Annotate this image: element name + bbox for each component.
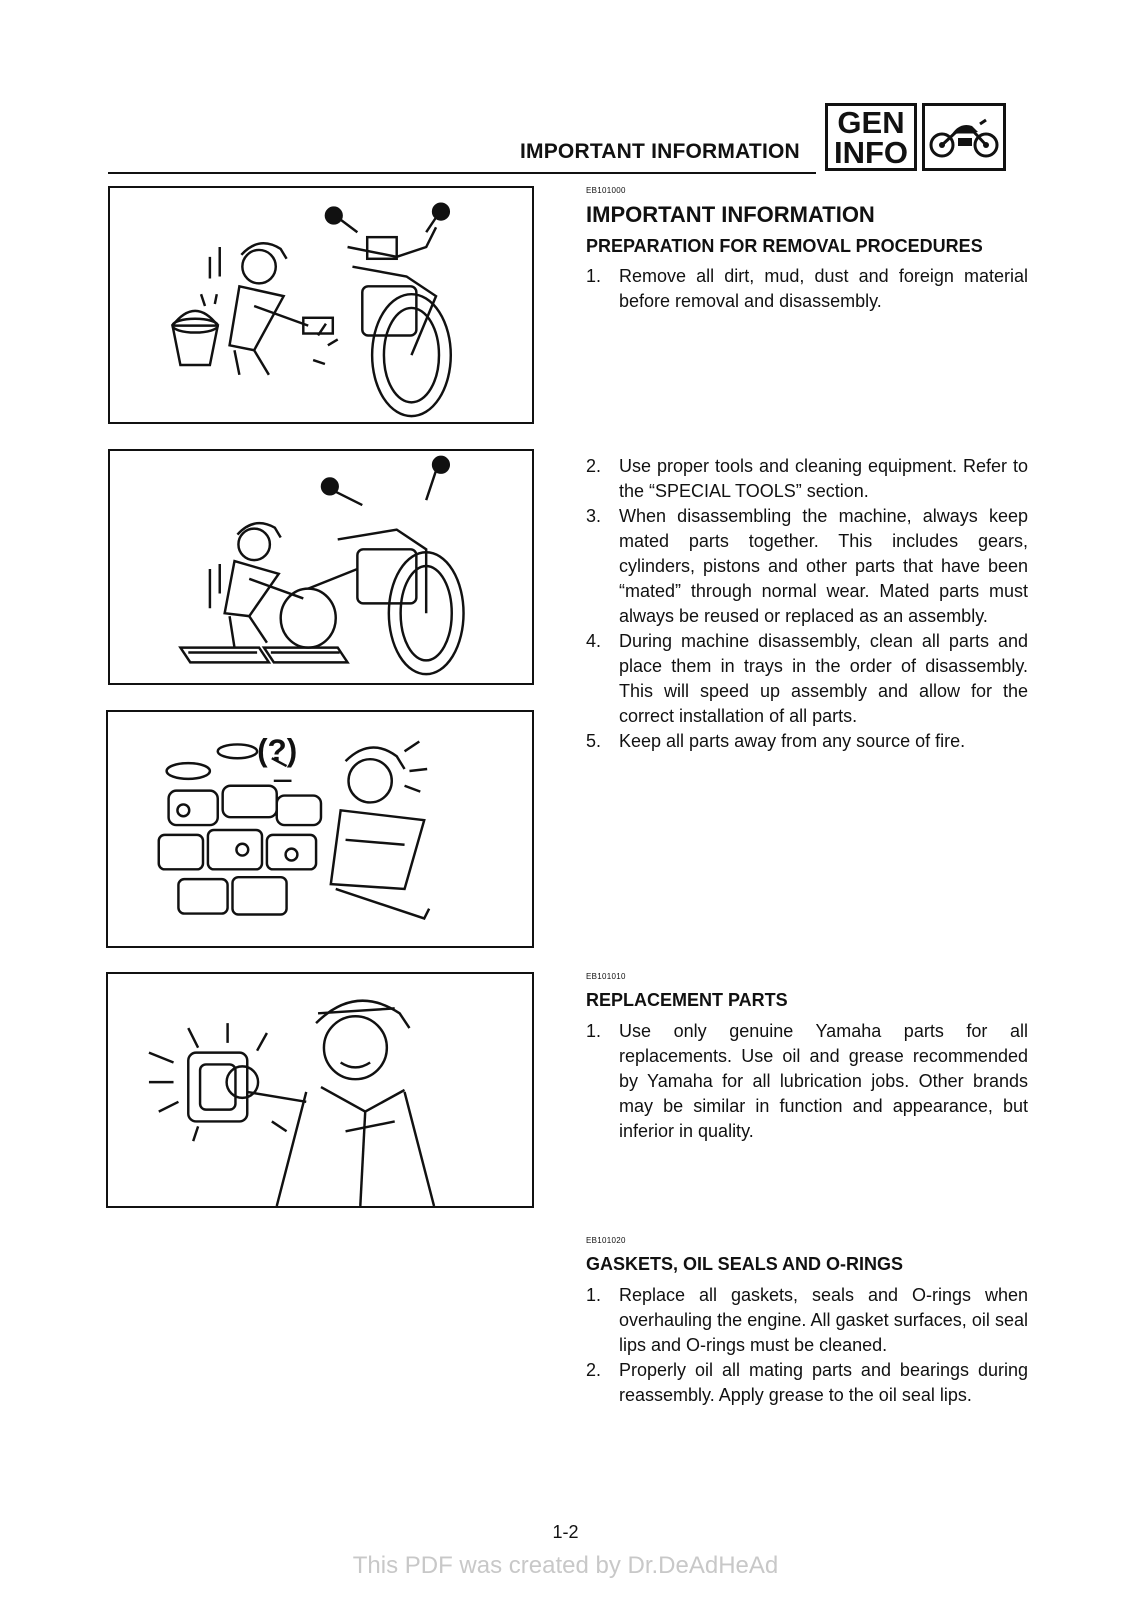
item-number: 3.	[586, 506, 602, 526]
section-title-important: IMPORTANT INFORMATION	[586, 202, 875, 227]
header-title: IMPORTANT INFORMATION	[520, 140, 800, 163]
item-text: During machine disassembly, clean all parts and place them in trays in the order of disassembly. This will speed up assembly and allow for the correct installation of all parts.	[619, 631, 1028, 726]
item-number: 1.	[586, 1285, 602, 1305]
section-subtitle-preparation: PREPARATION FOR REMOVAL PROCEDURES	[586, 236, 983, 256]
question-mark-label: (?)	[257, 733, 298, 769]
list-item	[586, 1283, 1028, 1358]
list-item	[586, 504, 1028, 629]
item-text: Keep all parts away from any source of fire.	[619, 731, 966, 751]
section-code-important: EB101000	[586, 186, 626, 195]
illustration-disassembling-tools	[108, 449, 534, 685]
list-item	[586, 264, 1028, 314]
item-text: Replace all gaskets, seals and O-rings when overhauling the engine. All gasket surfaces, oil seal lips and O-rings must be cleaned.	[619, 1285, 1028, 1355]
item-number: 4.	[586, 631, 602, 651]
list-item	[586, 454, 1028, 504]
item-text: Use proper tools and cleaning equipment. Refer to the “SPECIAL TOOLS” section.	[619, 456, 1028, 501]
header-rule	[108, 172, 816, 174]
illustration-genuine-parts	[106, 972, 534, 1208]
motorcycle-badge	[922, 103, 1006, 171]
motorcycle-icon	[928, 114, 1000, 160]
badge-line-2: INFO	[833, 135, 909, 170]
item-number: 2.	[586, 1360, 602, 1380]
badge-line-1: GEN	[837, 105, 905, 140]
genuine-parts-drawing	[108, 974, 532, 1206]
gaskets-list	[586, 1283, 1028, 1408]
item-number: 5.	[586, 731, 602, 751]
item-number: 1.	[586, 1021, 602, 1041]
replacement-list	[586, 1019, 1028, 1144]
section-title-gaskets: GASKETS, OIL SEALS AND O-RINGS	[586, 1254, 904, 1274]
confused-mechanic-drawing	[108, 712, 532, 946]
gen-info-badge	[825, 103, 917, 171]
preparation-list-part1	[586, 264, 1028, 314]
list-item	[586, 1358, 1028, 1408]
section-code-replacement: EB101010	[586, 972, 626, 981]
cleaning-motorcycle-drawing	[110, 188, 532, 422]
list-item	[586, 729, 1028, 754]
page-number: 1-2	[552, 1522, 579, 1542]
item-text: When disassembling the machine, always keep mated parts together. This includes gears, cylinders, pistons and other parts that have been “mated” through normal wear. Mated parts must always be reused or replaced as an assembly.	[619, 506, 1028, 626]
item-number: 1.	[586, 266, 602, 286]
item-text: Properly oil all mating parts and bearings during reassembly. Apply grease to the oil seal lips.	[619, 1360, 1028, 1405]
list-item	[586, 629, 1028, 729]
illustration-cleaning-motorcycle	[108, 186, 534, 424]
preparation-list-part2	[586, 454, 1028, 754]
watermark-text: This PDF was created by Dr.DeAdHeAd	[352, 1552, 779, 1579]
illustration-confused-parts	[106, 710, 534, 948]
list-item	[586, 1019, 1028, 1144]
section-title-replacement: REPLACEMENT PARTS	[586, 990, 788, 1010]
item-text: Remove all dirt, mud, dust and foreign material before removal and disassembly.	[619, 266, 1028, 311]
item-text: Use only genuine Yamaha parts for all replacements. Use oil and grease recommended by Yamaha for all lubrication jobs. Other brands may be similar in function and appearance, but inferior in quality.	[619, 1021, 1028, 1141]
section-code-gaskets: EB101020	[586, 1236, 626, 1245]
disassembling-drawing	[110, 451, 532, 683]
item-number: 2.	[586, 456, 602, 476]
